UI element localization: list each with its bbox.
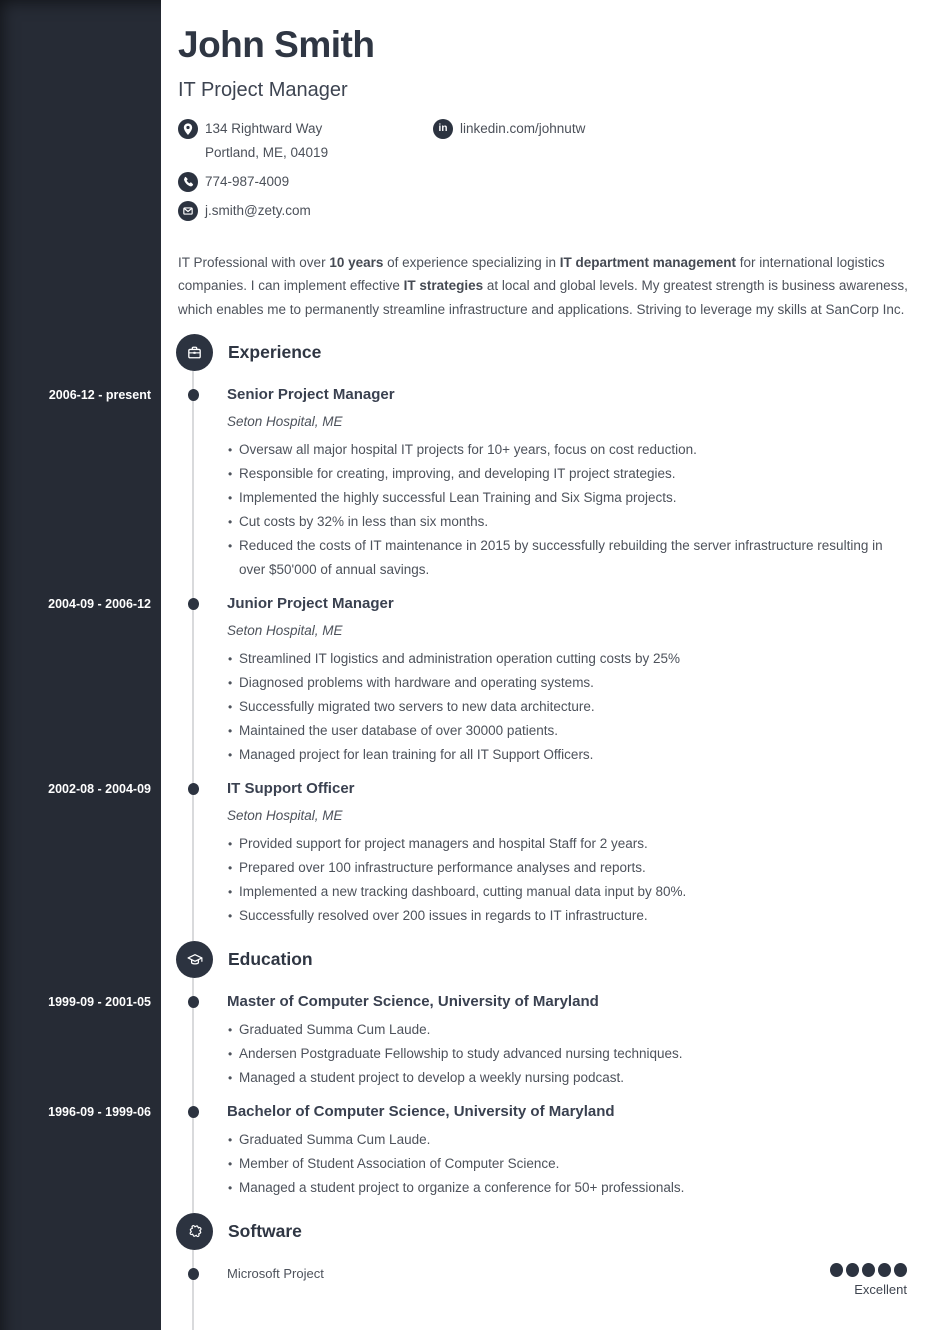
linkedin-icon	[433, 119, 453, 139]
bullet: • Graduated Summa Cum Laude.	[227, 1018, 907, 1042]
entry-title: Senior Project Manager	[227, 386, 395, 404]
skill-rating	[830, 1263, 907, 1298]
entry-content	[227, 595, 941, 767]
bullet: • Managed a student project to develop a weekly nursing podcast.	[227, 1066, 907, 1090]
entry-title: Bachelor of Computer Science, University of Maryland	[227, 1103, 615, 1121]
entry-date: 2006-12 - present	[48, 388, 151, 403]
section-header-software	[176, 1213, 941, 1250]
rating-dots	[830, 1263, 907, 1277]
entry-title: IT Support Officer	[227, 780, 355, 798]
entry-content	[227, 993, 941, 1090]
entry-subtitle: Seton Hospital, ME	[227, 623, 343, 639]
bullet-list	[227, 1018, 907, 1090]
contact-phone-text: 774-987-4009	[205, 173, 290, 189]
bullet: • Andersen Postgraduate Fellowship to study advanced nursing techniques.	[227, 1042, 907, 1066]
bullet: • Successfully resolved over 200 issues in regards to IT infrastructure.	[227, 904, 907, 928]
section-title-software: Software	[228, 1221, 302, 1242]
skill-name: Microsoft Project	[227, 1266, 324, 1282]
bullet: • Oversaw all major hospital IT projects for 10+ years, focus on cost reduction.	[227, 438, 907, 462]
timeline-dot	[188, 598, 199, 610]
bullet: • Managed a student project to organize a conference for 50+ professionals.	[227, 1176, 907, 1200]
entry-content	[227, 386, 941, 582]
contact-column-right	[433, 117, 941, 228]
timeline-gutter	[161, 386, 227, 582]
rating-dot	[846, 1263, 859, 1277]
bullet: • Implemented a new tracking dashboard, cutting manual data input by 80%.	[227, 880, 907, 904]
contact-phone	[178, 170, 433, 194]
summary-segment: IT Professional with over	[178, 254, 330, 270]
summary-segment: of experience specializing in	[383, 254, 560, 270]
entry-date: 2002-08 - 2004-09	[48, 782, 151, 797]
address-line-2: Portland, ME, 04019	[205, 144, 329, 160]
timeline-gutter	[161, 1265, 227, 1318]
bullet: • Successfully migrated two servers to new data architecture.	[227, 695, 907, 719]
bullet: • Graduated Summa Cum Laude.	[227, 1128, 907, 1152]
entry-title: Master of Computer Science, University of Maryland	[227, 993, 599, 1011]
timeline-area	[0, 334, 941, 1330]
bullet: • Implemented the highly successful Lean Training and Six Sigma projects.	[227, 486, 907, 510]
summary-segment: at local and global levels. My greatest strength is business awareness, which enables me to permanently streamline infrastructure and applications. Striving to leverage my skills at SanCorp Inc.	[178, 278, 908, 317]
contact-block	[178, 117, 941, 228]
entry-date: 2004-09 - 2006-12	[48, 597, 151, 612]
bullet: • Maintained the user database of over 30000 patients.	[227, 719, 907, 743]
timeline-dot	[188, 996, 199, 1008]
summary-segment-bold: IT department management	[559, 254, 737, 270]
bullet-list	[227, 832, 907, 928]
bullet: • Cut costs by 32% in less than six months.	[227, 510, 907, 534]
phone-icon	[178, 172, 198, 192]
contact-email-text: j.smith@zety.com	[205, 202, 311, 218]
bullet: • Prepared over 100 infrastructure performance analyses and reports.	[227, 856, 907, 880]
contact-linkedin-text: linkedin.com/johnutw	[460, 120, 586, 136]
entry-content	[227, 1265, 941, 1318]
graduation-cap-icon	[176, 941, 213, 978]
entry-title: Junior Project Manager	[227, 595, 394, 613]
entry-content	[227, 780, 941, 928]
timeline-gutter	[161, 1103, 227, 1200]
contact-column-left	[178, 117, 433, 228]
contact-address-text	[205, 117, 328, 165]
bullet: • Member of Student Association of Computer Science.	[227, 1152, 907, 1176]
rating-dot	[878, 1263, 891, 1277]
bullet-list	[227, 1128, 907, 1200]
section-header-experience	[176, 334, 941, 371]
experience-entry	[0, 780, 941, 928]
education-entry	[0, 1103, 941, 1200]
entry-date-empty	[0, 1265, 161, 1318]
timeline-dot	[188, 783, 199, 795]
entry-subtitle: Seton Hospital, ME	[227, 414, 343, 430]
summary-segment-bold: IT strategies	[403, 278, 484, 294]
contact-email	[178, 199, 433, 223]
rating-dot	[862, 1263, 875, 1277]
contact-linkedin	[433, 117, 941, 141]
person-name: John Smith	[178, 24, 375, 65]
summary-segment-bold: 10 years	[329, 254, 384, 270]
entry-content	[227, 1103, 941, 1200]
section-title-experience: Experience	[228, 342, 322, 363]
bullet-list	[227, 438, 907, 582]
professional-summary	[178, 251, 910, 322]
contact-address	[178, 117, 433, 165]
puzzle-piece-icon	[176, 1213, 213, 1250]
skill-row	[227, 1265, 907, 1318]
education-entry	[0, 993, 941, 1090]
location-pin-icon	[178, 119, 198, 139]
bullet-list	[227, 647, 907, 767]
bullet: • Streamlined IT logistics and administration operation cutting costs by 25%	[227, 647, 907, 671]
rating-dot	[830, 1263, 843, 1277]
linkedin-glyph: in	[438, 122, 448, 134]
entry-date: 1999-09 - 2001-05	[48, 995, 151, 1010]
timeline-dot	[188, 389, 199, 401]
briefcase-icon	[176, 334, 213, 371]
rating-dot	[894, 1263, 907, 1277]
entry-date: 1996-09 - 1999-06	[48, 1105, 151, 1120]
timeline-gutter	[161, 780, 227, 928]
timeline-gutter	[161, 595, 227, 767]
bullet: • Managed project for lean training for all IT Support Officers.	[227, 743, 907, 767]
entry-subtitle: Seton Hospital, ME	[227, 808, 343, 824]
summary-segment: for international logistics companies. I can implement effective	[178, 254, 885, 294]
section-header-education	[176, 941, 941, 978]
experience-entry	[0, 595, 941, 767]
software-entry	[0, 1265, 941, 1318]
experience-entry	[0, 386, 941, 582]
address-line-1: 134 Rightward Way	[205, 120, 323, 136]
bullet: • Provided support for project managers and hospital Staff for 2 years.	[227, 832, 907, 856]
bullet: • Diagnosed problems with hardware and operating systems.	[227, 671, 907, 695]
timeline-dot	[188, 1268, 199, 1280]
bullet: • Reduced the costs of IT maintenance in 2015 by successfully rebuilding the server infrastructure resulting in over $50'000 of annual savings.	[227, 534, 907, 582]
bullet: • Responsible for creating, improving, and developing IT project strategies.	[227, 462, 907, 486]
job-title: IT Project Manager	[178, 78, 348, 101]
rating-label: Excellent	[854, 1282, 907, 1298]
envelope-icon	[178, 201, 198, 221]
timeline-gutter	[161, 993, 227, 1090]
timeline-dot	[188, 1106, 199, 1118]
section-title-education: Education	[228, 949, 313, 970]
